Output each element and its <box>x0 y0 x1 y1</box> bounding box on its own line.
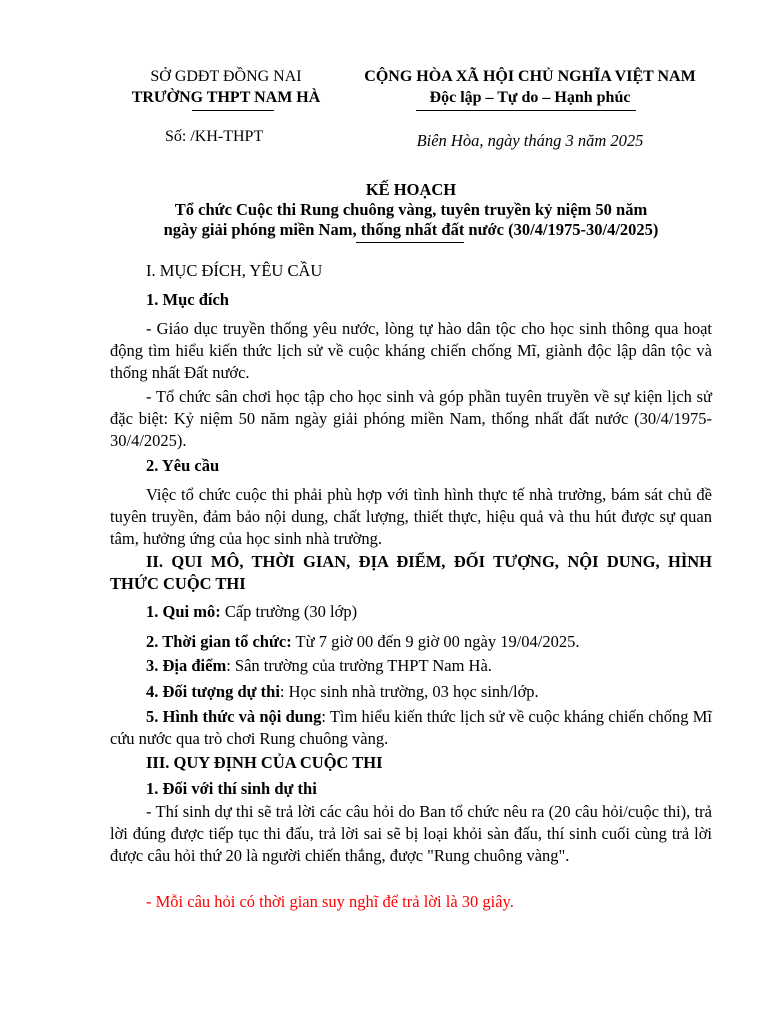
country-name: CỘNG HÒA XÃ HỘI CHỦ NGHĨA VIỆT NAM <box>364 68 696 85</box>
section-2-item-2: 2. Thời gian tổ chức: Từ 7 giờ 00 đến 9 giờ 00 ngày 19/04/2025. <box>146 632 580 651</box>
motto: Độc lập – Tự do – Hạnh phúc <box>429 89 631 106</box>
department-name: SỞ GDĐT ĐỒNG NAI <box>150 68 302 85</box>
document-title: KẾ HOẠCH <box>365 180 457 199</box>
section-2-item-3: 3. Địa điểm: Sân trường của trường THPT Nam Hà. <box>146 656 492 675</box>
section-1-paragraph-3: Việc tổ chức cuộc thi phải phù hợp với tình hình thực tế nhà trường, bám sát chủ đề tuyên truyền, đảm bảo nội dung, chất lượng, thiết thực, hiệu quả và thu hút được sự quan tâm, hưởng ứng của học sinh nhà trường. <box>110 485 712 548</box>
section-1-heading: I. MỤC ĐÍCH, YÊU CẦU <box>146 261 323 280</box>
section-1-sub2-heading: 2. Yêu cầu <box>146 456 220 475</box>
section-3-paragraph-2: - Mỗi câu hỏi có thời gian suy nghĩ để trả lời là 30 giây. <box>146 892 514 911</box>
school-name: TRƯỜNG THPT NAM HÀ <box>131 89 321 106</box>
school-underline <box>192 110 274 111</box>
section-3-sub1-heading: 1. Đối với thí sinh dự thi <box>146 779 317 798</box>
section-2-item-5: 5. Hình thức và nội dung: Tìm hiểu kiến thức lịch sử về cuộc kháng chiến chống Mĩ cứu nước qua trò chơi Rung chuông vàng. <box>110 707 712 748</box>
document-subtitle-line1: Tổ chức Cuộc thi Rung chuông vàng, tuyên truyền kỷ niệm 50 năm <box>174 200 648 219</box>
section-2-item-4: 4. Đối tượng dự thi: Học sinh nhà trường, 03 học sinh/lớp. <box>146 682 539 701</box>
place-date: Biên Hòa, ngày tháng 3 năm 2025 <box>416 131 644 150</box>
document-subtitle-line2: ngày giải phóng miền Nam, thống nhất đất nước (30/4/1975-30/4/2025) <box>163 220 659 239</box>
section-2-heading: II. QUI MÔ, THỜI GIAN, ĐỊA ĐIỂM, ĐỐI TƯỢNG, NỘI DUNG, HÌNH THỨC CUỘC THI <box>110 552 712 593</box>
document-number: Số: /KH-THPT <box>165 128 264 145</box>
section-3-heading: III. QUY ĐỊNH CỦA CUỘC THI <box>146 753 383 772</box>
motto-underline <box>416 110 636 111</box>
title-underline <box>356 242 464 243</box>
section-3-paragraph-1: - Thí sinh dự thi sẽ trả lời các câu hỏi do Ban tổ chức nêu ra (20 câu hỏi/cuộc thi), trả lời đúng được tiếp tục thi đấu, trả lời sai sẽ bị loại khỏi sàn đấu, thí sinh cuối cùng trả lời được câu hỏi thứ 20 là người chiến thắng, được "Rung chuông vàng". <box>110 802 712 865</box>
section-1-sub1-heading: 1. Mục đích <box>146 290 229 309</box>
section-2-item-1: 1. Qui mô: Cấp trường (30 lớp) <box>146 602 358 621</box>
section-1-paragraph-1: - Giáo dục truyền thống yêu nước, lòng tự hào dân tộc cho học sinh thông qua hoạt động tìm hiểu kiến thức lịch sử về cuộc kháng chiến chống Mĩ, giành độc lập dân tộc và thống nhất Đất nước. <box>110 319 712 382</box>
section-1-paragraph-2: - Tổ chức sân chơi học tập cho học sinh và góp phần tuyên truyền về sự kiện lịch sử đặc biệt: Kỷ niệm 50 năm ngày giải phóng miền Nam, thống nhất đất nước (30/4/1975-30/4/2025). <box>110 387 712 450</box>
